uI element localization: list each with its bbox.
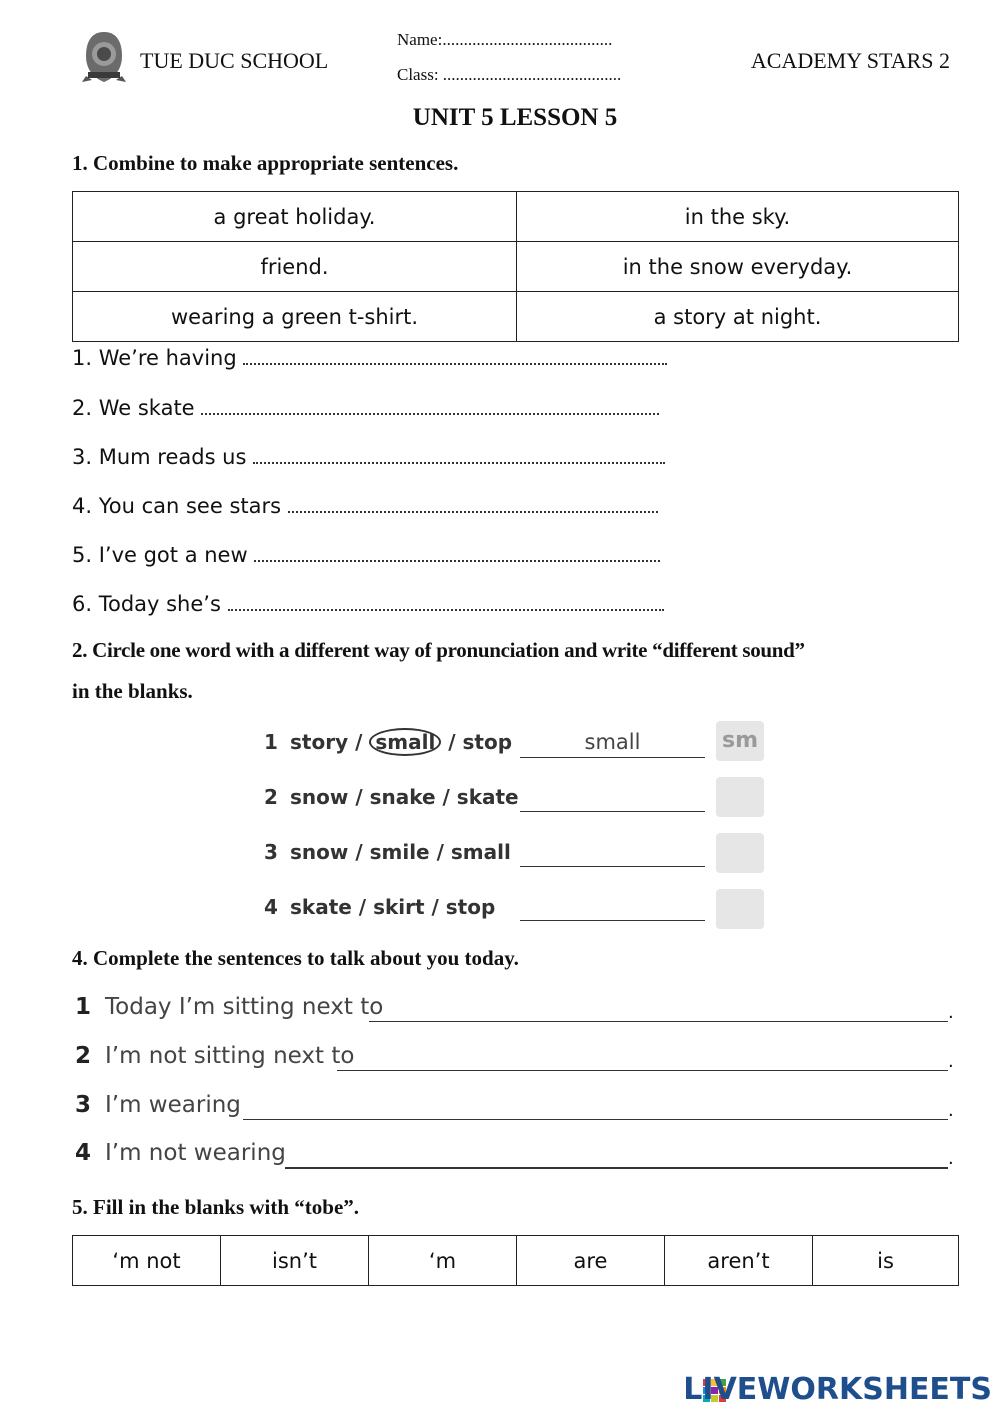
sentence-1 bbox=[72, 346, 667, 370]
section1-heading: 1. Combine to make appropriate sentences. bbox=[72, 151, 459, 175]
separator: / bbox=[435, 785, 457, 809]
sentence-2 bbox=[72, 396, 659, 420]
pron-answer-line[interactable] bbox=[520, 811, 705, 812]
pron-item-number: 3 bbox=[264, 840, 278, 864]
pron-answer-line bbox=[520, 757, 705, 758]
tobe-option: isn’t bbox=[221, 1236, 369, 1286]
section5-heading: 5. Fill in the blanks with “tobe”. bbox=[72, 1195, 360, 1219]
tobe-option: aren’t bbox=[665, 1236, 813, 1286]
section2-heading: 2. Circle one word with a different way of pronunciation and write “different sound” bbox=[72, 638, 805, 662]
word-option[interactable]: snow bbox=[290, 840, 349, 864]
sentence-2-text: 2. We skate bbox=[72, 396, 195, 420]
combine-table bbox=[72, 191, 959, 342]
sentence-6 bbox=[72, 592, 664, 616]
separator: / bbox=[348, 730, 370, 754]
sentence-3 bbox=[72, 445, 665, 469]
complete-answer-line[interactable] bbox=[243, 1119, 948, 1120]
section4-heading: 4. Complete the sentences to talk about you today. bbox=[72, 946, 519, 970]
tobe-option: ‘m bbox=[369, 1236, 517, 1286]
answer-blank-1[interactable] bbox=[243, 347, 667, 365]
pron-answer-line[interactable] bbox=[520, 866, 705, 867]
word-option[interactable]: story bbox=[290, 730, 349, 754]
sentence-4-text: 4. You can see stars bbox=[72, 494, 282, 518]
complete-item-text: I’m not sitting next to bbox=[105, 1043, 355, 1069]
pron-item-words bbox=[290, 895, 495, 919]
word-option[interactable]: snow bbox=[290, 785, 349, 809]
pron-item-words bbox=[290, 840, 511, 864]
sentence-5-text: 5. I’ve got a new bbox=[72, 543, 248, 567]
complete-item-number: 1 bbox=[75, 994, 92, 1020]
complete-item-number: 2 bbox=[75, 1043, 92, 1069]
pron-answer[interactable]: small bbox=[584, 730, 641, 754]
combine-cell: in the sky. bbox=[517, 192, 959, 242]
complete-item-number: 4 bbox=[75, 1140, 92, 1166]
sound-box[interactable] bbox=[716, 777, 764, 817]
end-dot: . bbox=[948, 1148, 954, 1169]
complete-answer-line[interactable] bbox=[337, 1070, 948, 1071]
pron-item-number: 4 bbox=[264, 895, 278, 919]
pron-item-number: 1 bbox=[264, 730, 278, 754]
end-dot: . bbox=[948, 1002, 954, 1023]
word-option[interactable]: skate bbox=[456, 785, 519, 809]
complete-item-text: I’m wearing bbox=[105, 1092, 241, 1118]
word-option[interactable]: stop bbox=[462, 730, 513, 754]
combine-cell: in the snow everyday. bbox=[517, 242, 959, 292]
answer-blank-3[interactable] bbox=[253, 446, 665, 464]
complete-item-text: Today I’m sitting next to bbox=[105, 994, 384, 1020]
liveworksheets-brand[interactable]: LIVEWORKSHEETS bbox=[683, 1372, 992, 1407]
sentence-5 bbox=[72, 543, 660, 567]
combine-cell: a great holiday. bbox=[73, 192, 517, 242]
sentence-6-text: 6. Today she’s bbox=[72, 592, 221, 616]
end-dot: . bbox=[948, 1051, 954, 1072]
separator: / bbox=[348, 785, 370, 809]
pron-item-words bbox=[290, 785, 519, 809]
series-name: ACADEMY STARS 2 bbox=[750, 48, 950, 73]
sound-box[interactable]: sm bbox=[716, 721, 764, 761]
tobe-option: ‘m not bbox=[73, 1236, 221, 1286]
word-option[interactable]: snake bbox=[369, 785, 436, 809]
word-option[interactable]: small bbox=[450, 840, 511, 864]
sound-box[interactable] bbox=[716, 833, 764, 873]
school-name: TUE DUC SCHOOL bbox=[140, 48, 329, 73]
complete-answer-line[interactable] bbox=[285, 1167, 948, 1169]
separator: / bbox=[348, 840, 370, 864]
pron-item-words bbox=[290, 730, 512, 754]
answer-blank-4[interactable] bbox=[288, 495, 658, 513]
sentence-3-text: 3. Mum reads us bbox=[72, 445, 247, 469]
tobe-option: are bbox=[517, 1236, 665, 1286]
page-title: UNIT 5 LESSON 5 bbox=[412, 104, 618, 131]
combine-cell: wearing a green t-shirt. bbox=[73, 292, 517, 342]
answer-blank-6[interactable] bbox=[228, 593, 664, 611]
class-field-label: Class: .......................................... bbox=[397, 65, 622, 84]
tobe-option: is bbox=[813, 1236, 959, 1286]
circled-word[interactable]: small bbox=[369, 728, 441, 756]
word-option[interactable]: stop bbox=[445, 895, 496, 919]
answer-blank-2[interactable] bbox=[201, 397, 659, 415]
word-option[interactable]: smile bbox=[369, 840, 430, 864]
complete-answer-line[interactable] bbox=[369, 1021, 948, 1022]
section2-heading-cont: in the blanks. bbox=[72, 679, 193, 703]
combine-cell: friend. bbox=[73, 242, 517, 292]
pron-item-number: 2 bbox=[264, 785, 278, 809]
sentence-4 bbox=[72, 494, 658, 518]
end-dot: . bbox=[948, 1100, 954, 1121]
answer-blank-5[interactable] bbox=[254, 544, 660, 562]
sound-box[interactable] bbox=[716, 889, 764, 929]
school-logo bbox=[80, 30, 128, 86]
pron-answer-line[interactable] bbox=[520, 920, 705, 921]
separator: / bbox=[351, 895, 374, 919]
separator: / bbox=[424, 895, 446, 919]
complete-item-number: 3 bbox=[75, 1092, 92, 1118]
sentence-1-text: 1. We’re having bbox=[72, 346, 237, 370]
word-option[interactable]: skate bbox=[290, 895, 352, 919]
combine-cell: a story at night. bbox=[517, 292, 959, 342]
tobe-options-table bbox=[72, 1235, 959, 1286]
word-option[interactable]: skirt bbox=[373, 895, 425, 919]
separator: / bbox=[441, 730, 463, 754]
name-field-label: Name:........................................ bbox=[397, 30, 613, 49]
complete-item-text: I’m not wearing bbox=[105, 1140, 286, 1166]
separator: / bbox=[429, 840, 451, 864]
